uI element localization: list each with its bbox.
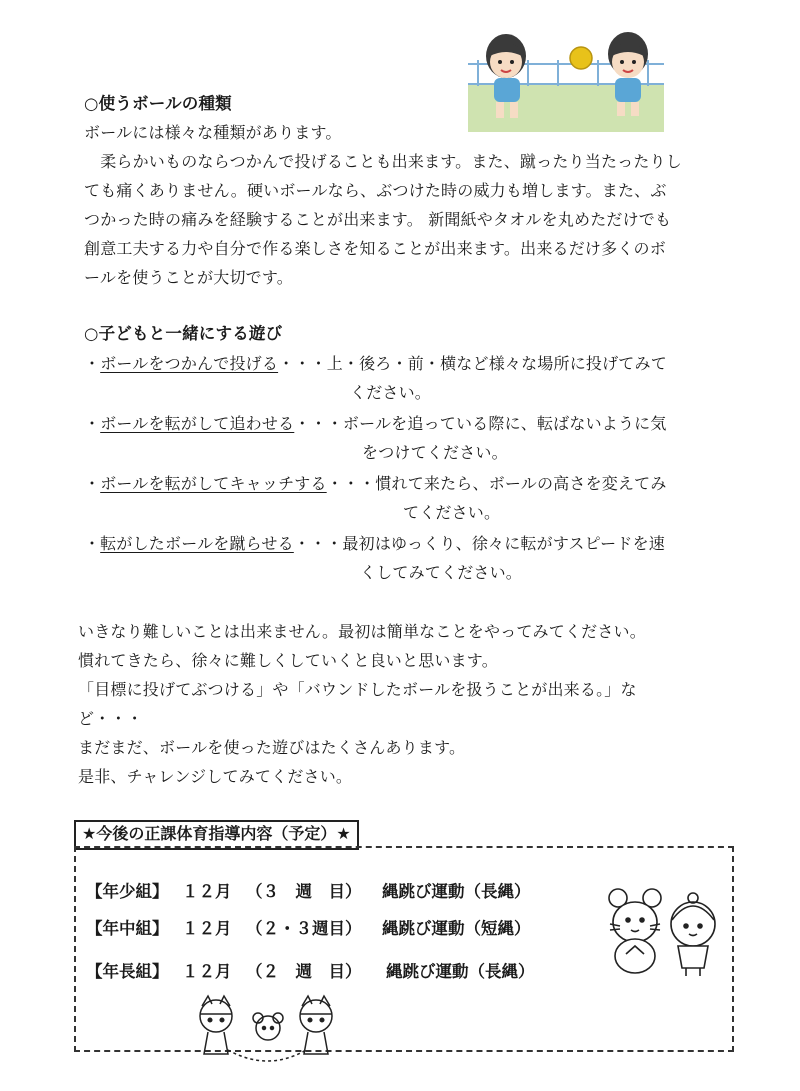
play-item-bullet: ・ <box>84 414 101 433</box>
play-item <box>84 408 667 439</box>
schedule-group: 【年長組】 <box>86 962 169 981</box>
ball-types-line: ボールには様々な種類があります。 <box>84 123 342 142</box>
play-item-title: ボールをつかんで投げる <box>100 354 279 373</box>
play-item-bullet: ・ <box>84 354 101 373</box>
schedule-group: 【年少組】 <box>86 882 169 901</box>
play-item-sep: ・・・ <box>294 414 343 433</box>
ball-types-line: 柔らかいものならつかんで投げることも出来ます。また、蹴ったり当たったりし <box>84 152 682 171</box>
schedule-month: １２月 <box>182 919 232 938</box>
schedule-row <box>86 880 586 904</box>
ball-play-illustration <box>468 20 664 132</box>
schedule-month: １２月 <box>182 962 232 981</box>
closing-line: ど・・・ <box>78 709 143 728</box>
closing-line: 是非、チャレンジしてみてください。 <box>78 767 353 786</box>
closing-line: 慣れてきたら、徐々に難しくしていくと良いと思います。 <box>78 651 498 670</box>
ball-types-line: ールを使うことが大切です。 <box>84 268 294 287</box>
play-item-desc: 最初はゆっくり、徐々に転がすスピードを速 <box>342 534 665 553</box>
schedule-row <box>86 960 586 984</box>
play-item-title: 転がしたボールを蹴らせる <box>100 534 294 553</box>
schedule-week: （２ 週 目） <box>246 962 362 981</box>
play-item <box>84 528 665 559</box>
schedule-activity: 縄跳び運動（長縄） <box>382 882 531 901</box>
ball-types-line: 創意工夫する力や自分で作る楽しさを知ることが出来ます。出来るだけ多くのボ <box>84 239 666 258</box>
ball-icon <box>570 47 592 69</box>
play-item-title: ボールを転がして追わせる <box>100 414 295 433</box>
play-item-sep: ・・・ <box>293 534 343 553</box>
schedule-row <box>86 917 586 941</box>
ball-types-line: ても痛くありません。硬いボールなら、ぶつけた時の威力も増します。また、ぶ <box>84 181 667 200</box>
play-item-desc-cont: くしてみてください。 <box>360 563 523 582</box>
play-item-sep: ・・・ <box>278 354 327 373</box>
play-item-desc-cont: ください。 <box>350 383 432 402</box>
schedule-activity: 縄跳び運動（長縄） <box>386 962 535 981</box>
schedule-group: 【年中組】 <box>86 919 169 938</box>
mouse-and-child-illustration <box>598 886 728 978</box>
jump-rope-animals-illustration <box>188 992 348 1066</box>
play-item-desc: 上・後ろ・前・横など様々な場所に投げてみて <box>326 354 667 373</box>
play-item-bullet: ・ <box>84 474 101 493</box>
schedule-week: （３ 週 目） <box>246 882 362 901</box>
play-item-bullet: ・ <box>84 534 101 553</box>
closing-line: まだまだ、ボールを使った遊びはたくさんあります。 <box>78 738 466 757</box>
schedule-activity: 縄跳び運動（短縄） <box>382 919 531 938</box>
play-item-desc-cont: をつけてください。 <box>362 443 508 462</box>
schedule-month: １２月 <box>182 882 232 901</box>
play-item-desc-cont: てください。 <box>403 503 501 522</box>
ball-types-heading: ○使うボールの種類 <box>84 94 232 113</box>
ball-types-line: つかった時の痛みを経験することが出来ます。 新聞紙やタオルを丸めただけでも <box>84 210 672 229</box>
play-item <box>84 468 667 499</box>
closing-line: いきなり難しいことは出来ません。最初は簡単なことをやってみてください。 <box>78 622 646 641</box>
schedule-title: ★今後の正課体育指導内容（予定）★ <box>74 820 359 850</box>
play-item <box>84 348 667 379</box>
closing-line: 「目標に投げてぶつける」や「バウンドしたボールを扱うことが出来る。」な <box>78 680 637 699</box>
play-heading: ○子どもと一緒にする遊び <box>84 324 283 343</box>
schedule-week: （２・３週目） <box>246 919 362 938</box>
play-item-desc: 慣れて来たら、ボールの高さを変えてみ <box>375 474 667 493</box>
play-item-desc: ボールを追っている際に、転ばないように気 <box>342 414 667 433</box>
play-item-sep: ・・・ <box>326 474 376 493</box>
play-item-title: ボールを転がしてキャッチする <box>100 474 327 493</box>
